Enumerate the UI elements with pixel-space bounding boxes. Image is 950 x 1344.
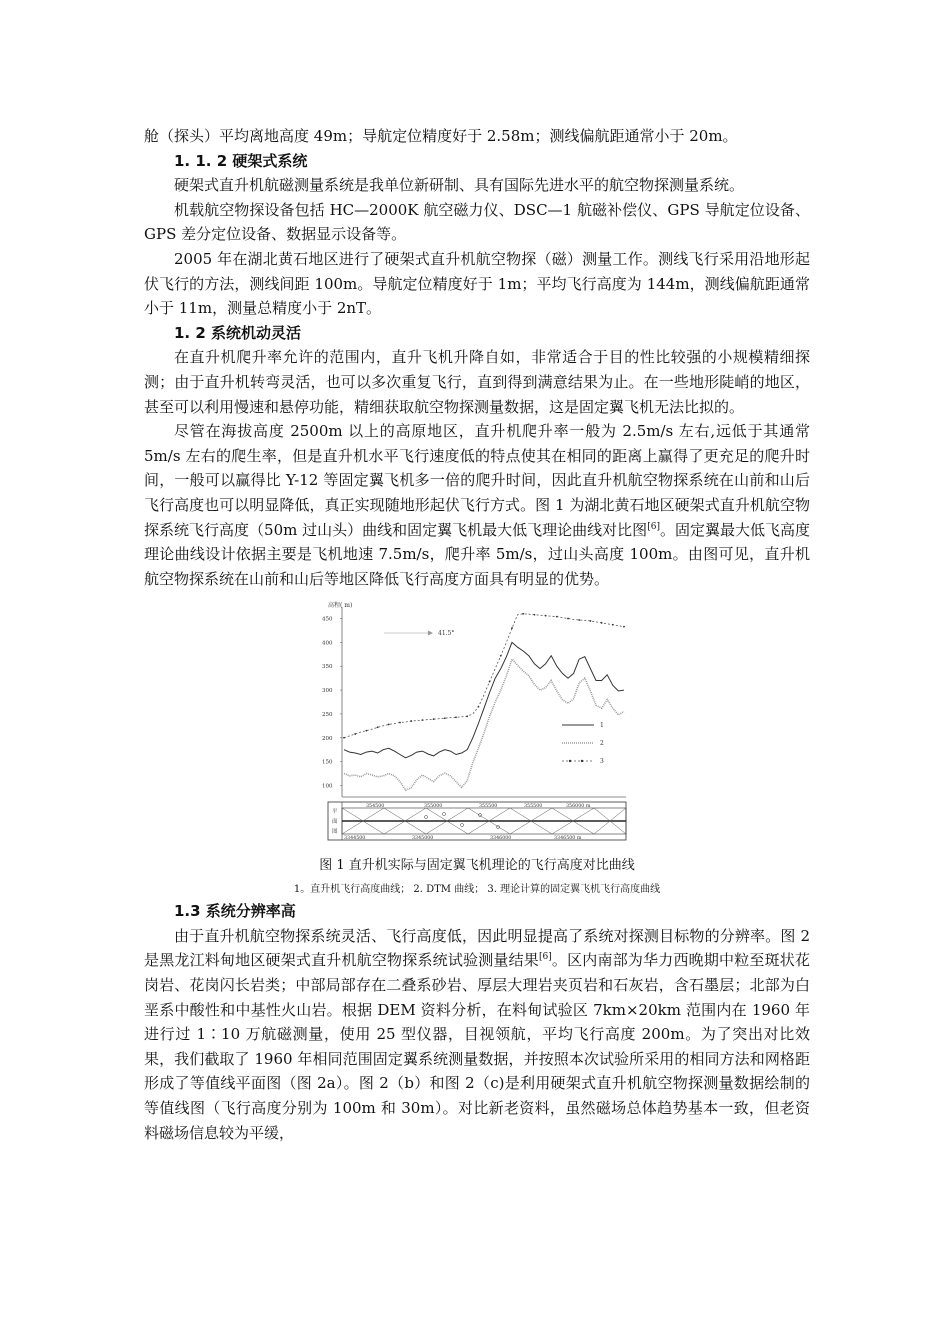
series-3-fixed-wing-theory — [344, 614, 624, 738]
plan-view-map — [328, 802, 626, 841]
series-3-marker — [522, 613, 524, 615]
series-3-marker — [500, 655, 502, 657]
series-3-marker — [466, 716, 468, 718]
paragraph: 2005 年在湖北黄石地区进行了硬架式直升机航空物探（磁）测量工作。测线飞行采用沿地形起伏飞行的方法，测线间距 100m。导航定位精度好于 1m；平均飞行高度为 144m，测线偏航距通常小于 11m，测量总精度小于 2nT。 — [144, 249, 810, 318]
series-3-marker — [556, 616, 558, 618]
series-3-marker — [444, 718, 446, 720]
series-3-marker — [422, 720, 424, 722]
figure-caption: 图 1 直升机实际与固定翼飞机理论的飞行高度对比曲线 — [319, 858, 635, 874]
legend-label-2: 2 — [600, 740, 604, 748]
plan-x-top-label: 354500 — [366, 804, 385, 810]
paper-page — [144, 124, 810, 1145]
y-tick-label: 450 — [322, 616, 333, 623]
section-heading: 1. 1. 2 硬架式系统 — [174, 151, 308, 170]
series-3-marker — [433, 719, 435, 721]
series-3-marker — [377, 727, 379, 729]
plan-x-bottom-label: 3344500 — [344, 836, 366, 842]
plan-x-bottom-label: 3345000 — [412, 836, 434, 842]
y-tick-label: 400 — [322, 640, 333, 647]
series-3-marker — [545, 615, 547, 617]
legend-marker-3 — [581, 760, 583, 762]
series-3-marker — [410, 720, 412, 722]
series-3-marker — [612, 624, 614, 626]
flight-height-chart — [314, 597, 644, 845]
plan-x-top-label: 355500 — [524, 804, 543, 810]
legend-label-3: 3 — [600, 758, 604, 766]
paragraph: 在直升机爬升率允许的范围内，直升飞机升降自如，非常适合于目的性比较强的小规模精细探测；由于直升机转弯灵活，也可以多次重复飞行，直到得到满意结果为止。在一些地形陡峭的地区，甚至可以利用慢速和悬停功能，精细获取航空物探测量数据，这是固定翼飞机无法比拟的。 — [144, 348, 810, 416]
paragraph-text: 。区内南部为华力西晚期中粒至斑状花岗岩、花岗闪长岩类；中部局部存在二叠系砂岩、厚层大理岩夹页岩和石灰岩，含石墨层；北部为白垩系中酸性和中基性火山岩。根据 DEM 资料分析，在料甸试验区 7km×20km 范围内在 1960 年进行过 1∶10 万航磁测量，使用 25 型仪器，目视领航，平均飞行高度 200m。为了突出对比效果，我们截取了 1960 年相同范围固定翼系统测量数据，并按照本次试验所采用的相同方法和网格距形成了等值线平面图（图 2a）。图 2（b）和图 2（c)是利用硬架式直升机航空物探测量数据绘制的等值线图（飞行高度分别为 100m 和 30m）。对比新老资料，虽然磁场总体趋势基本一致，但老资料磁场信息较为平缓， — [144, 951, 810, 1142]
plan-marker — [443, 813, 446, 816]
arrow-head-icon — [428, 631, 433, 636]
y-tick-label: 300 — [322, 688, 333, 695]
paragraph — [144, 924, 810, 1145]
angle-label: 41.5° — [438, 630, 455, 638]
series-3-marker — [601, 622, 603, 624]
plan-x-bottom-label: 3346500 m — [554, 836, 582, 842]
series-3-marker — [590, 620, 592, 622]
series-3-marker — [567, 618, 569, 620]
series-3-marker — [366, 730, 368, 732]
figure-legend-text: 1。直升机飞行高度曲线； 2. DTM 曲线； 3. 理论计算的固定翼飞机飞行高度曲线 — [293, 884, 661, 896]
plan-marker — [461, 824, 464, 827]
series-3-marker — [478, 706, 480, 708]
series-3-marker — [399, 722, 401, 724]
series-3-marker — [489, 681, 491, 683]
plan-marker — [425, 816, 428, 819]
series-3-marker — [534, 614, 536, 616]
y-tick-label: 100 — [322, 783, 333, 790]
series-3-marker — [623, 626, 625, 628]
paragraph-text: 。固定翼最大低飞高度理论曲线设计依据主要是飞机地速 7.5m/s，爬升率 5m/s，过山头高度 100m。由图可见，直升机航空物探系统在山前和山后等地区降低飞行高度方面具有明显的优势。 — [144, 520, 810, 588]
plan-x-bottom-label: 3346000 — [490, 836, 512, 842]
paragraph: 硬架式直升机航磁测量系统是我单位新研制、具有国际先进水平的航空物探测量系统。 — [174, 176, 745, 195]
citation-ref: [6] — [538, 952, 552, 963]
paragraph: 机载航空物探设备包括 HC—2000K 航空磁力仪、DSC—1 航磁补偿仪、GPS 导航定位设备、GPS 差分定位设备、数据显示设备等。 — [144, 200, 810, 244]
series-3-markers — [343, 613, 625, 739]
paragraph-text: 由于直升机航空物探系统灵活、飞行高度低，因此明显提高了系统对探测目标物的分辨率。图 2 是黑龙江料甸地区硬架式直升机航空物探系统试验测量结果 — [144, 926, 810, 970]
series-3-marker — [578, 619, 580, 621]
citation-ref: [6] — [647, 521, 660, 532]
series-3-marker — [455, 717, 457, 719]
y-tick-label: 200 — [322, 736, 333, 743]
legend-marker-3 — [569, 760, 571, 762]
legend-label-1: 1 — [600, 722, 604, 730]
plan-x-top-label: 355000 — [424, 804, 443, 810]
paragraph-text: 尽管在海拔高度 2500m 以上的高原地区，直升机爬升率一般为 2.5m/s 左右,远低于其通常 5m/s 左右的爬生率，但是直升机水平飞行速度低的特点使其在相同的距离上赢得了更充足的爬升时间，一般可以赢得比 Y-12 等固定翼飞机多一倍的爬升时间，因此直升机航空物探系统在山前和山后飞行高度也可以明显降低，真正实现随地形起伏飞行方式。图 1 为湖北黄石地区硬架式直升机航空物探系统飞行高度（50m 过山头）曲线和固定翼飞机最大低飞理论曲线对比图 — [144, 422, 810, 539]
y-axis-title: 高程( m) — [328, 602, 353, 610]
plan-x-top-label: 356000 m — [566, 804, 591, 810]
chart-legend — [562, 722, 604, 765]
y-tick-label: 350 — [322, 664, 333, 671]
figure-1 — [144, 597, 810, 845]
plan-side-label: 平 — [332, 809, 338, 816]
series-3-marker — [388, 724, 390, 726]
paragraph: 舱（探头）平均离地高度 49m；导航定位精度好于 2.58m；测线偏航距通常小于 20m。 — [144, 127, 738, 145]
plan-side-label: 图 — [332, 829, 338, 836]
series-3-marker — [354, 733, 356, 735]
y-ticks — [322, 617, 342, 790]
y-tick-label: 250 — [322, 712, 333, 719]
plan-x-top-label: 355500 — [479, 804, 498, 810]
plan-side-label: 面 — [332, 819, 338, 826]
series-1-helicopter-height — [344, 643, 624, 758]
y-tick-label: 150 — [322, 759, 333, 766]
section-heading: 1.3 系统分辨率高 — [174, 902, 296, 921]
paragraph — [144, 419, 810, 591]
section-heading: 1. 2 系统机动灵活 — [174, 323, 302, 342]
series-3-marker — [511, 627, 513, 629]
series-3-marker — [343, 737, 345, 739]
